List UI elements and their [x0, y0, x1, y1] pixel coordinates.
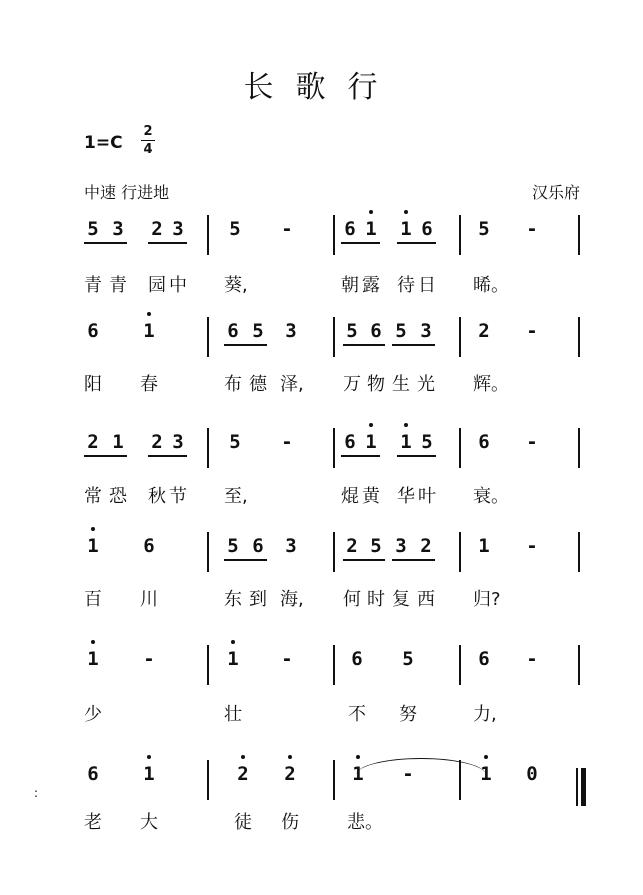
note: 3	[395, 535, 407, 557]
beam-underline	[224, 344, 267, 346]
note: 3	[285, 320, 297, 342]
lyric-char: 布	[224, 374, 242, 395]
barline	[578, 645, 580, 685]
lyric-char: 节	[169, 486, 187, 507]
note: 2	[87, 431, 99, 453]
note: -	[526, 320, 538, 342]
high-octave-dot	[369, 210, 373, 214]
note: 1	[227, 648, 239, 670]
note: 1	[478, 535, 490, 557]
lyric-char: 万	[343, 374, 361, 395]
beam-underline	[397, 455, 436, 457]
note: 6	[87, 320, 99, 342]
lyric-char: 东	[224, 589, 242, 610]
lyric-char: 恐	[109, 486, 127, 507]
lyric-char: 海,	[280, 589, 304, 610]
note: 2	[151, 431, 163, 453]
barline	[207, 317, 209, 357]
barline	[333, 760, 335, 800]
note: 1	[365, 431, 377, 453]
note: 2	[346, 535, 358, 557]
note: 5	[87, 218, 99, 240]
beam-underline	[341, 242, 380, 244]
time-signature-top: 2	[143, 124, 153, 139]
note: -	[143, 648, 155, 670]
lyric-char: 青	[84, 275, 102, 296]
note: 2	[151, 218, 163, 240]
lyric-char: 华	[397, 486, 415, 507]
note: 1	[112, 431, 124, 453]
high-octave-dot	[241, 755, 245, 759]
lyric-char: 力,	[473, 704, 497, 725]
note: 5	[421, 431, 433, 453]
barline	[207, 215, 209, 255]
barline	[578, 532, 580, 572]
lyric-char: 春	[140, 374, 158, 395]
note: -	[526, 431, 538, 453]
note: -	[281, 648, 293, 670]
lyric-char: 西	[417, 589, 435, 610]
beam-underline	[84, 242, 127, 244]
note: 5	[229, 431, 241, 453]
barline	[459, 428, 461, 468]
note: -	[526, 535, 538, 557]
final-barline-thin	[576, 768, 578, 806]
lyric-char: 少	[84, 704, 102, 725]
note: 6	[478, 431, 490, 453]
time-signature-bottom: 4	[143, 142, 153, 157]
lyric-char: 悲。	[347, 812, 383, 833]
lyric-char: 光	[417, 374, 435, 395]
lyric-char: 黄	[362, 486, 380, 507]
note: 6	[87, 763, 99, 785]
barline	[333, 317, 335, 357]
note: 6	[351, 648, 363, 670]
note: 1	[87, 535, 99, 557]
note: 3	[285, 535, 297, 557]
lyric-char: 到	[249, 589, 267, 610]
note: 1	[143, 320, 155, 342]
barline	[333, 532, 335, 572]
high-octave-dot	[369, 423, 373, 427]
high-octave-dot	[91, 640, 95, 644]
beam-underline	[341, 455, 380, 457]
time-signature	[141, 124, 155, 157]
beam-underline	[224, 559, 267, 561]
note: 1	[87, 648, 99, 670]
beam-underline	[148, 242, 187, 244]
note: 5	[252, 320, 264, 342]
note: 1	[400, 218, 412, 240]
note: 6	[143, 535, 155, 557]
note: 5	[227, 535, 239, 557]
note: 2	[237, 763, 249, 785]
lyric-char: 日	[418, 275, 436, 296]
lyric-char: 葵,	[224, 275, 248, 296]
lyric-char: 大	[140, 812, 158, 833]
note: 1	[400, 431, 412, 453]
barline	[578, 215, 580, 255]
lyric-char: 归?	[473, 589, 501, 610]
lyric-char: 川	[140, 589, 158, 610]
note: 6	[370, 320, 382, 342]
lyric-char: 朝	[341, 275, 359, 296]
lyric-char: 园	[148, 275, 166, 296]
lyric-char: 老	[84, 812, 102, 833]
high-octave-dot	[404, 210, 408, 214]
note: 3	[172, 431, 184, 453]
note: 5	[395, 320, 407, 342]
note: 1	[352, 763, 364, 785]
note: 5	[229, 218, 241, 240]
barline	[459, 532, 461, 572]
note: -	[281, 218, 293, 240]
high-octave-dot	[91, 527, 95, 531]
barline	[333, 428, 335, 468]
barline	[207, 645, 209, 685]
note: 5	[346, 320, 358, 342]
note: 6	[252, 535, 264, 557]
note: 6	[478, 648, 490, 670]
barline	[207, 428, 209, 468]
lyric-char: 青	[109, 275, 127, 296]
lyric-char: 何	[343, 589, 361, 610]
tie-arc	[356, 758, 486, 775]
note: 6	[344, 431, 356, 453]
barline	[578, 317, 580, 357]
lyric-char: 不	[348, 704, 366, 725]
high-octave-dot	[356, 755, 360, 759]
lyric-char: 至,	[224, 486, 248, 507]
note: 2	[284, 763, 296, 785]
lyric-char: 待	[397, 275, 415, 296]
key-signature: 1=C	[84, 133, 123, 153]
high-octave-dot	[147, 312, 151, 316]
barline	[333, 215, 335, 255]
note: 0	[526, 763, 538, 785]
lyric-char: 生	[392, 374, 410, 395]
note: 3	[172, 218, 184, 240]
note: 1	[365, 218, 377, 240]
note: -	[526, 648, 538, 670]
lyric-char: 晞。	[473, 275, 509, 296]
lyric-char: 常	[84, 486, 102, 507]
lyric-char: 徒	[234, 812, 252, 833]
beam-underline	[84, 455, 127, 457]
note: 6	[421, 218, 433, 240]
note: -	[281, 431, 293, 453]
lyric-char: 中	[169, 275, 187, 296]
final-barline-thick	[581, 768, 586, 806]
lyric-char: 焜	[341, 486, 359, 507]
lyric-char: 叶	[418, 486, 436, 507]
note: 3	[420, 320, 432, 342]
note: 5	[478, 218, 490, 240]
note: 2	[420, 535, 432, 557]
high-octave-dot	[147, 755, 151, 759]
beam-underline	[343, 344, 385, 346]
barline	[333, 645, 335, 685]
barline	[207, 760, 209, 800]
beam-underline	[343, 559, 385, 561]
beam-underline	[392, 559, 435, 561]
note: 3	[112, 218, 124, 240]
beam-underline	[392, 344, 435, 346]
beam-underline	[397, 242, 436, 244]
song-title: 长歌行	[243, 70, 400, 105]
high-octave-dot	[404, 423, 408, 427]
high-octave-dot	[231, 640, 235, 644]
lyric-char: 努	[399, 704, 417, 725]
high-octave-dot	[288, 755, 292, 759]
lyric-char: 秋	[148, 486, 166, 507]
lyric-char: 时	[367, 589, 385, 610]
note: 1	[143, 763, 155, 785]
note: 1	[480, 763, 492, 785]
lyric-char: 德	[249, 374, 267, 395]
lyric-char: 复	[392, 589, 410, 610]
high-octave-dot	[484, 755, 488, 759]
lyric-char: 物	[367, 374, 385, 395]
tempo-marking: 中速 行进地	[84, 183, 170, 202]
note: 5	[370, 535, 382, 557]
note: -	[402, 763, 414, 785]
lyric-char: 辉。	[473, 374, 509, 395]
stray-mark: :	[34, 786, 39, 800]
note: 6	[344, 218, 356, 240]
barline	[459, 645, 461, 685]
note: 6	[227, 320, 239, 342]
lyric-char: 露	[362, 275, 380, 296]
song-source: 汉乐府	[531, 183, 580, 202]
barline	[207, 532, 209, 572]
note: -	[526, 218, 538, 240]
barline	[459, 215, 461, 255]
beam-underline	[148, 455, 187, 457]
barline	[459, 317, 461, 357]
barline	[578, 428, 580, 468]
note: 5	[402, 648, 414, 670]
lyric-char: 泽,	[280, 374, 304, 395]
lyric-char: 阳	[84, 374, 102, 395]
lyric-char: 衰。	[473, 486, 509, 507]
note: 2	[478, 320, 490, 342]
lyric-char: 百	[84, 589, 102, 610]
lyric-char: 壮	[224, 704, 242, 725]
lyric-char: 伤	[281, 812, 299, 833]
